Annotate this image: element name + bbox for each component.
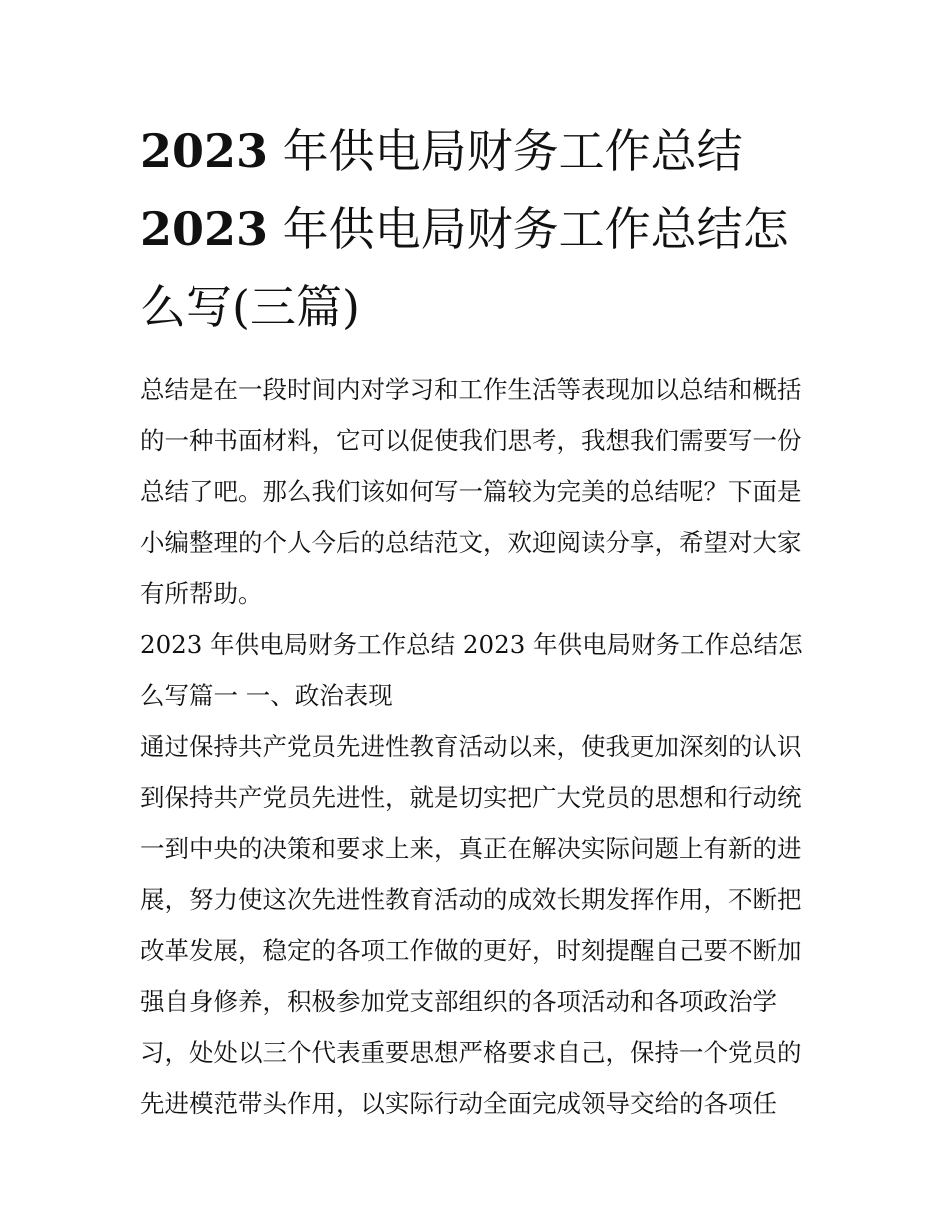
title-year: 2023 bbox=[140, 124, 269, 178]
document-title bbox=[140, 112, 820, 346]
section-heading-paragraph: 2023 年供电局财务工作总结 2023 年供电局财务工作总结怎么写篇一 一、政治表现 bbox=[140, 630, 803, 710]
political-performance-paragraph: 通过保持共产党员先进性教育活动以来，使我更加深刻的认识到保持共产党员先进性，就是切实把广大党员的思想和行动统一到中央的决策和要求上来，真正在解决实际问题上有新的进展，努力使这次先进性教育活动的成效长期发挥作用，不断把改革发展，稳定的各项工作做的更好，时刻提醒自己要不断加强自身修养，积极参加党支部组织的各项活动和各项政治学习，处处以三个代表重要思想严格要求自己，保持一个党员的先进模范带头作用，以实际行动全面完成领导交给的各项任 bbox=[140, 732, 802, 1118]
title-line2-text: 年供电局财务工作总结怎么写(三篇) bbox=[140, 202, 789, 334]
intro-paragraph: 总结是在一段时间内对学习和工作生活等表现加以总结和概括的一种书面材料，它可以促使我们思考，我想我们需要写一份总结了吧。那么我们该如何写一篇较为完美的总结呢？下面是小编整理的个人今后的总结范文，欢迎阅读分享，希望对大家有所帮助。 bbox=[140, 375, 802, 608]
title-year-2: 2023 bbox=[140, 202, 269, 256]
title-line1-text: 年供电局财务工作总结 bbox=[268, 124, 743, 178]
document-page bbox=[140, 112, 820, 1129]
